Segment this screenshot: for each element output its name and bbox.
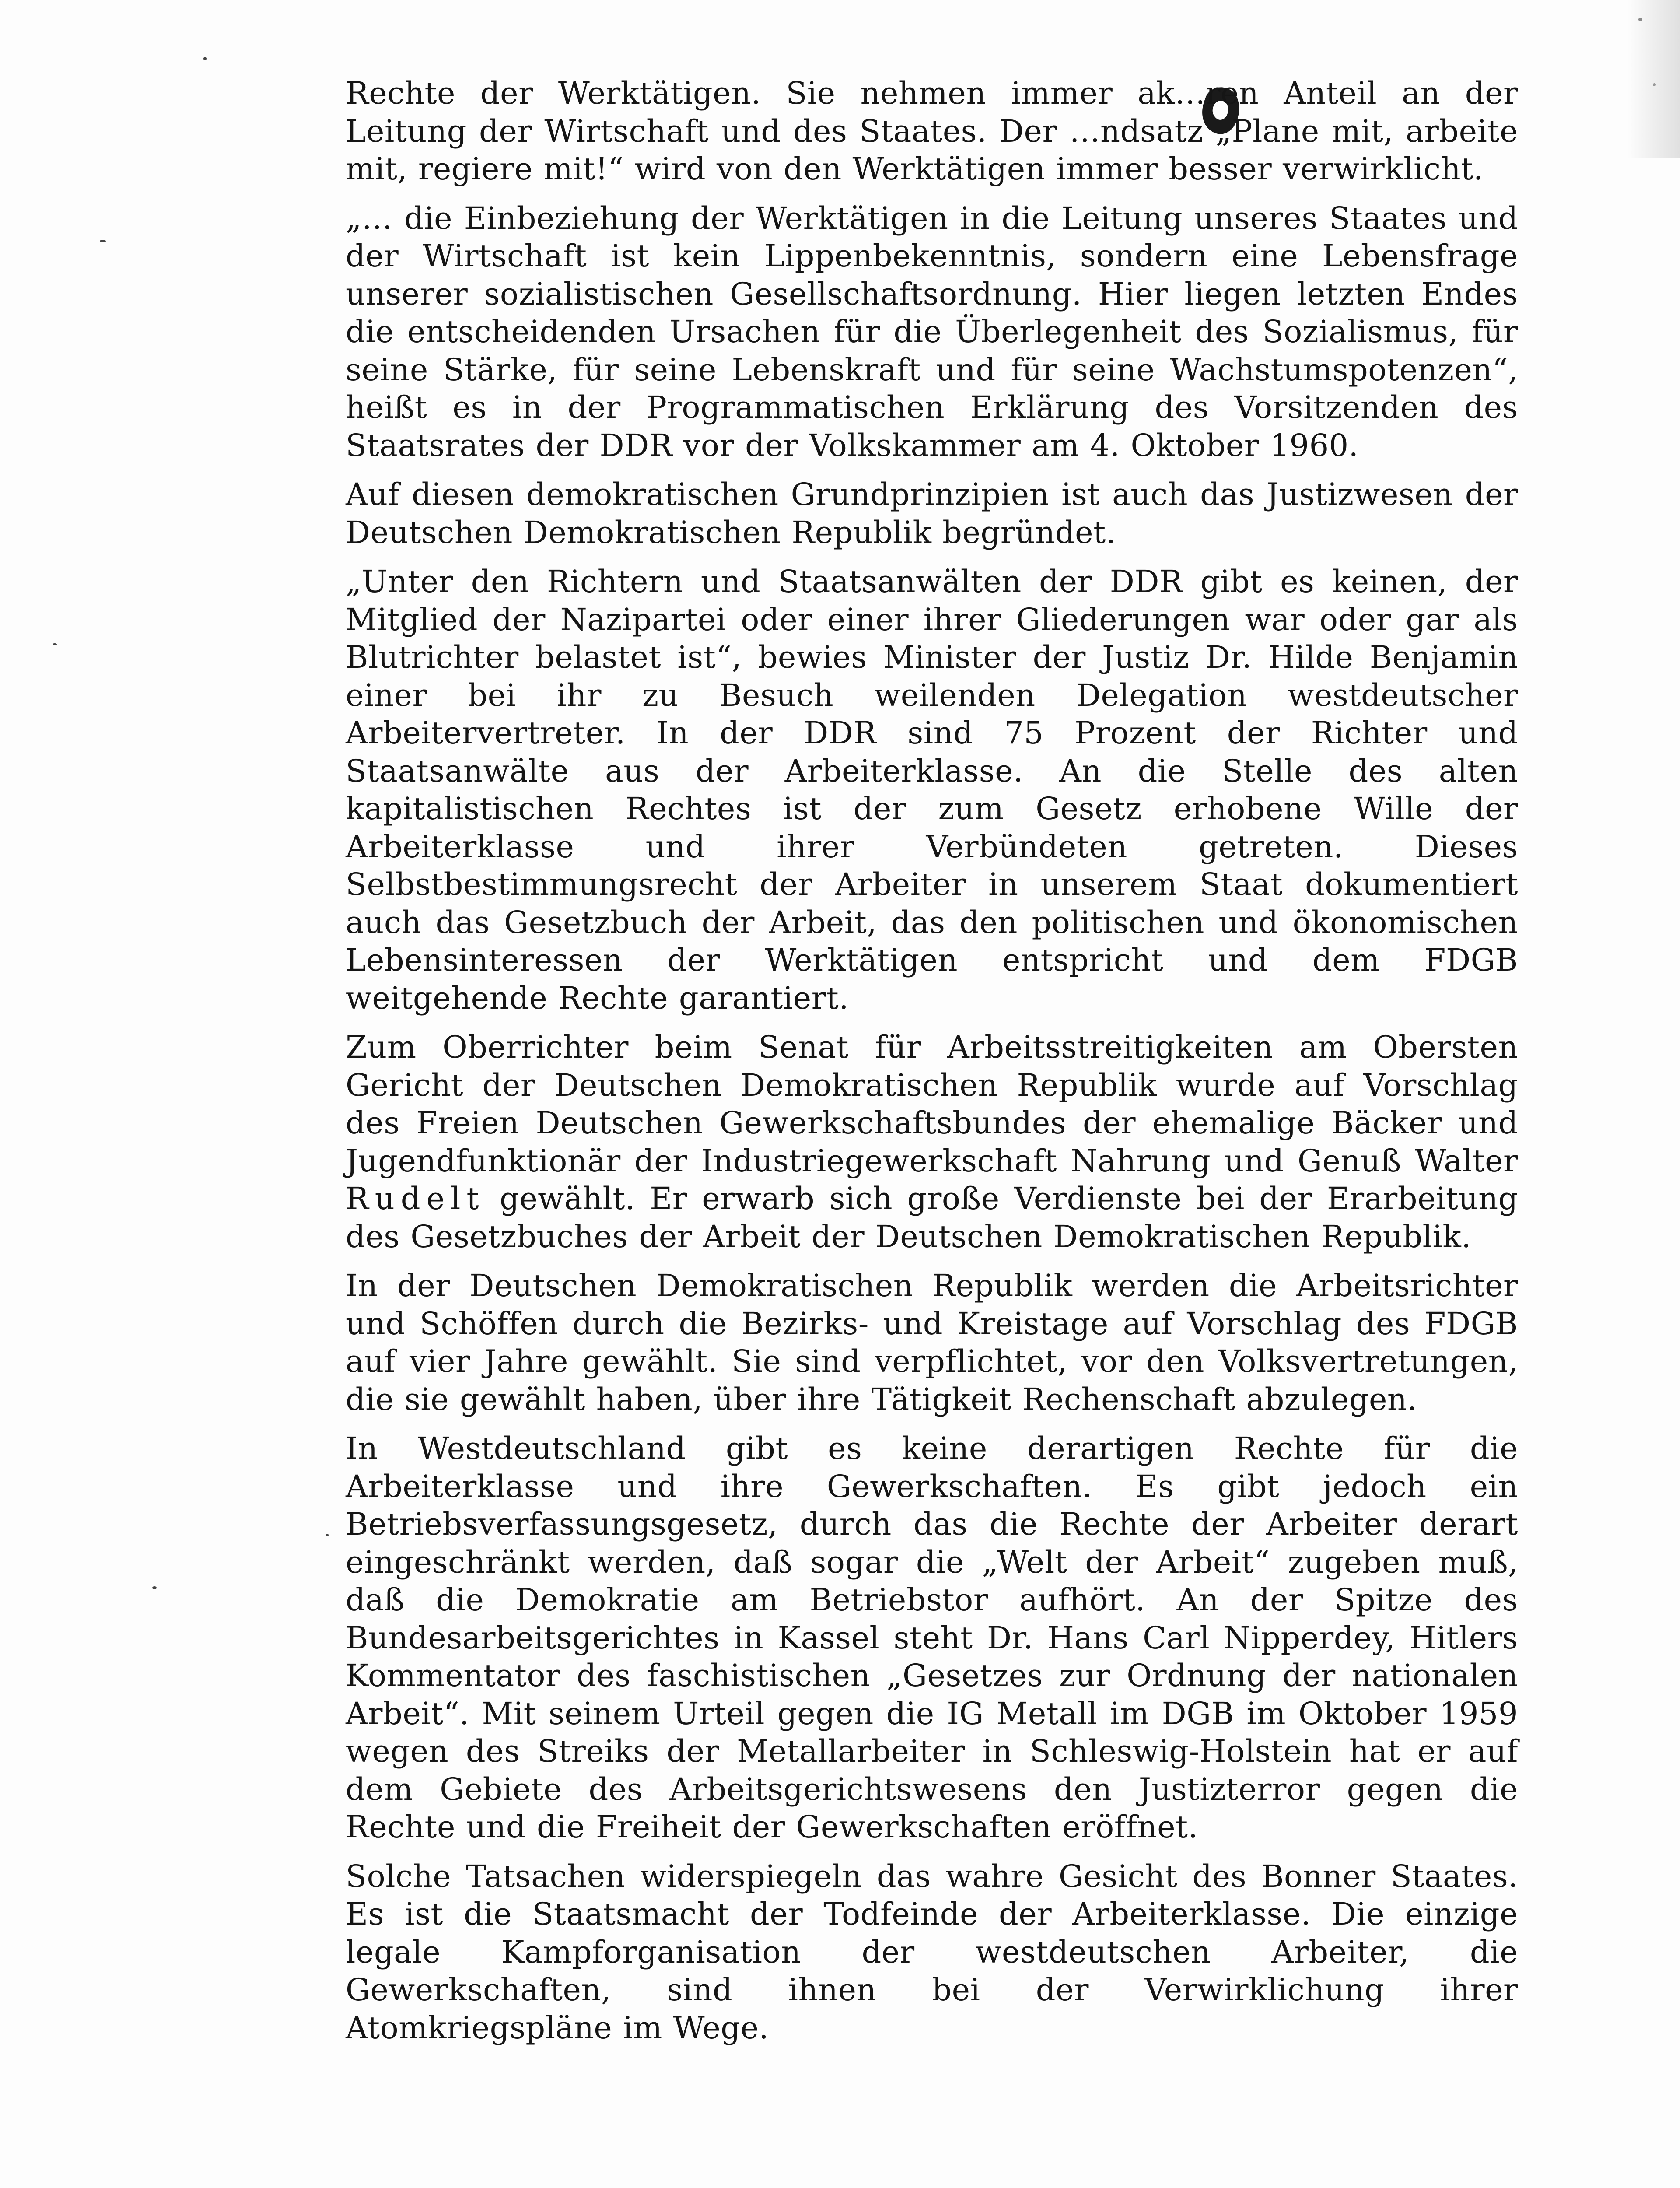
paragraph: „… die Einbeziehung der Werktätigen in die Leitung unseres Staates und der Wirtschaft ist kein Lippenbekenntnis, sondern eine Lebensfrage unserer sozialistischen Gesellschaftsordnung. Hier liegen letzten Endes die entscheidenden Ursachen für die Überlegenheit des Sozialismus, für seine Stärke, für seine Lebenskraft und für seine Wachstumspotenzen“, heißt es in der Programmatischen Erklärung des Vorsitzenden des Staatsrates der DDR vor der Volkskammer am 4. Oktober 1960. [346,200,1518,463]
scan-edge-shadow [1628,0,1680,158]
scan-speck [52,643,57,645]
paragraph: „Unter den Richtern und Staatsanwälten der DDR gibt es keinen, der Mitglied der Nazipartei oder einer ihrer Gliederungen war oder gar als Blutrichter belastet ist“, bewies Minister der Justiz Dr. Hilde Benjamin einer bei ihr zu Besuch weilenden Delegation westdeutscher Arbeitervertreter. In der DDR sind 75 Prozent der Richter und Staatsanwälte aus der Arbeiterklasse. An die Stelle des alten kapitalistischen Rechtes ist der zum Gesetz erhobene Wille der Arbeiterklasse und ihrer Verbündeten getreten. Dieses Selbstbestimmungsrecht der Arbeiter in unserem Staat dokumentiert auch das Gesetzbuch der Arbeit, das den politischen und ökonomischen Lebensinteressen der Werktätigen entspricht und dem FDGB weitgehende Rechte garantiert. [346,564,1518,1016]
scan-speck [326,1534,329,1536]
paragraph: In Westdeutschland gibt es keine derartigen Rechte für die Arbeiterklasse und ihre Gewerkschaften. Es gibt jedoch ein Betriebsverfassungsgesetz, durch das die Rechte der Arbeiter derart eingeschränkt werden, daß sogar die „Welt der Arbeit“ zugeben muß, daß die Demokratie am Betriebstor aufhört. An der Spitze des Bundesarbeitsgerichtes in Kassel steht Dr. Hans Carl Nipperdey, Hitlers Kommentator des faschistischen „Gesetzes zur Ordnung der nationalen Arbeit“. Mit seinem Urteil gegen die IG Metall im DGB im Oktober 1959 wegen des Streiks der Metallarbeiter in Schleswig-Holstein hat er auf dem Gebiete des Arbeitsgerichtswesens den Justizterror gegen die Rechte und die Freiheit der Gewerkschaften eröffnet. [346,1431,1518,1845]
paragraph-text: gewählt. Er erwarb sich große Verdienste bei der Erarbeitung des Gesetzbuches der Arbeit der Deutschen Demokratischen Republik. [346,1181,1518,1255]
paragraph: Solche Tatsachen widerspiegeln das wahre Gesicht des Bonner Staates. Es ist die Staatsmacht der Todfeinde der Arbeiterklasse. Die einzige legale Kampforganisation der westdeutschen Arbeiter, die Gewerkschaften, sind ihnen bei der Verwirklichung ihrer Atomkriegspläne im Wege. [346,1858,1518,2046]
paragraph-text: Zum Oberrichter beim Senat für Arbeitsstreitigkeiten am Obersten Gericht der Deutschen Demokratischen Republik wurde auf Vorschlag des Freien Deutschen Gewerkschaftsbundes der ehemalige Bäcker und Jugendfunktionär der Industriegewerkschaft Nahrung und Genuß Walter [346,1029,1518,1179]
paragraph: In der Deutschen Demokratischen Republik werden die Arbeitsrichter und Schöffen durch die Bezirks- und Kreistage auf Vorschlag des FDGB auf vier Jahre gewählt. Sie sind verpflichtet, vor den Volksvertretungen, die sie gewählt haben, über ihre Tätigkeit Rechenschaft abzulegen. [346,1268,1518,1417]
paragraph: Auf diesen demokratischen Grundprinzipien ist auch das Justizwesen der Deutschen Demokratischen Republik begründet. [346,477,1518,551]
paragraph: Rechte der Werktätigen. Sie nehmen immer ak…ren Anteil an der Leitung der Wirtschaft und des Staates. Der …ndsatz „Plane mit, arbeite mit, regiere mit!“ wird von den Werktätigen immer besser verwirklicht. [346,75,1518,187]
person-name-rudelt: Rudelt [346,1181,485,1217]
body-text [346,74,1518,2058]
paragraph [346,1028,1518,1255]
scan-speck [152,1586,157,1589]
scan-speck [100,240,106,242]
scan-speck [1638,18,1642,21]
scan-speck [1653,83,1656,86]
scan-speck [203,57,207,60]
